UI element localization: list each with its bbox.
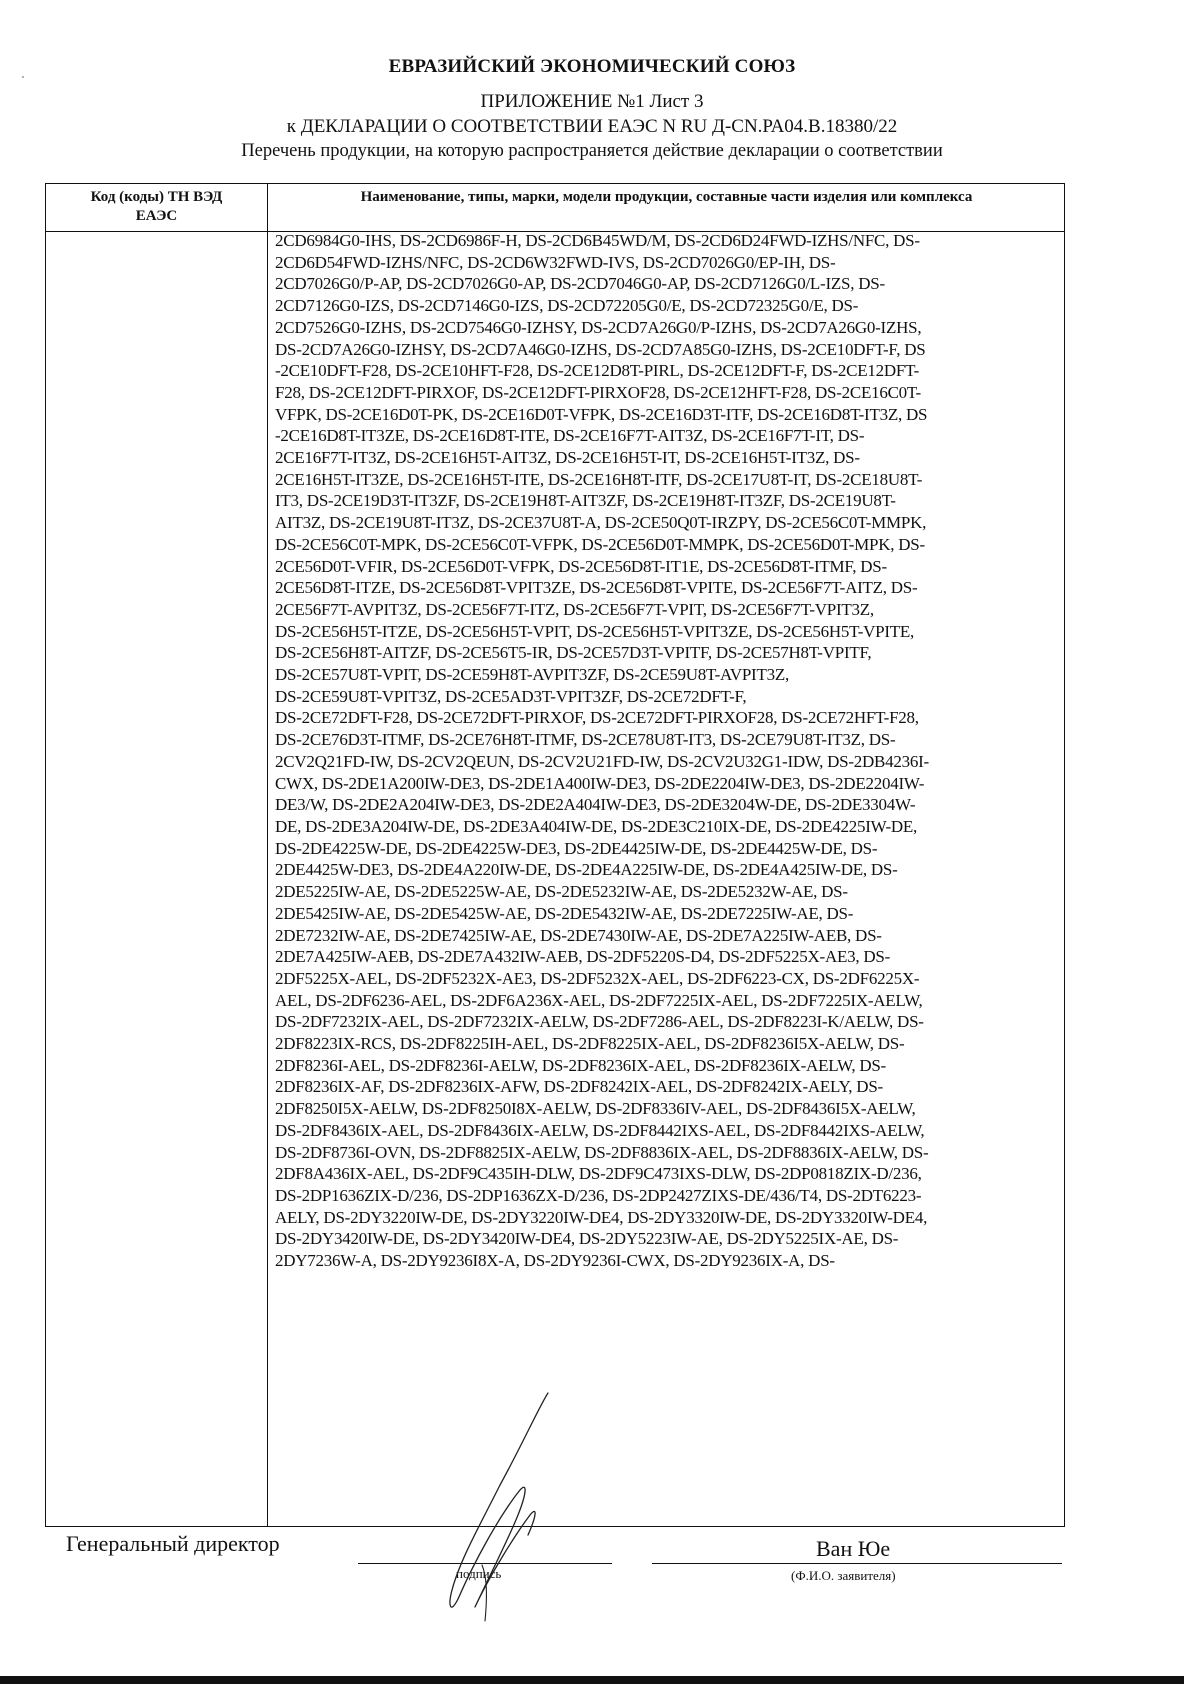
model-list-line: VFPK, DS-2CE16D0T-PK, DS-2CE16D0T-VFPK, DS-2CE16D3T-ITF, DS-2CE16D8T-IT3Z, DS bbox=[275, 404, 928, 424]
model-list-line: 2DF8250I5X-AELW, DS-2DF8250I8X-AELW, DS-2DF8336IV-AEL, DS-2DF8436I5X-AELW, bbox=[275, 1099, 916, 1119]
model-list-line: 2DF8236I-AEL, DS-2DF8236I-AELW, DS-2DF8236IX-AEL, DS-2DF8236IX-AELW, DS- bbox=[275, 1055, 886, 1075]
model-list-line: 2CD6984G0-IHS, DS-2CD6986F-H, DS-2CD6B45WD/M, DS-2CD6D24FWD-IZHS/NFC, DS- bbox=[275, 231, 920, 250]
product-table bbox=[45, 183, 1065, 1527]
model-list-line: 2DF5225X-AEL, DS-2DF5232X-AE3, DS-2DF5232X-AEL, DS-2DF6223-CX, DS-2DF6225X- bbox=[275, 968, 920, 988]
model-list bbox=[275, 230, 1065, 1272]
model-list-line: 2CD7026G0/P-AP, DS-2CD7026G0-AP, DS-2CD7046G0-AP, DS-2CD7126G0/L-IZS, DS- bbox=[275, 274, 885, 294]
model-list-line: DS-2DF8736I-OVN, DS-2DF8825IX-AELW, DS-2DF8836IX-AEL, DS-2DF8836IX-AELW, DS- bbox=[275, 1142, 929, 1162]
model-list-line: DS-2DE4225W-DE, DS-2DE4225W-DE3, DS-2DE4425IW-DE, DS-2DE4425W-DE, DS- bbox=[275, 838, 878, 858]
handwritten-signature bbox=[430, 1385, 630, 1625]
model-list-line: DS-2CE57U8T-VPIT, DS-2CE59H8T-AVPIT3ZF, DS-2CE59U8T-AVPIT3Z, bbox=[275, 665, 789, 685]
model-list-line: 2DE5225IW-AE, DS-2DE5225W-AE, DS-2DE5232IW-AE, DS-2DE5232W-AE, DS- bbox=[275, 882, 848, 902]
model-list-line: 2CV2Q21FD-IW, DS-2CV2QEUN, DS-2CV2U21FD-IW, DS-2CV2U32G1-IDW, DS-2DB4236I- bbox=[275, 751, 929, 771]
model-list-line: 2CE16H5T-IT3ZE, DS-2CE16H5T-ITE, DS-2CE16H8T-ITF, DS-2CE17U8T-IT, DS-2CE18U8T- bbox=[275, 469, 923, 489]
model-list-line: DS-2CD7A26G0-IZHSY, DS-2CD7A46G0-IZHS, DS-2CD7A85G0-IZHS, DS-2CE10DFT-F, DS bbox=[275, 339, 926, 359]
model-list-line: 2DE4425W-DE3, DS-2DE4A220IW-DE, DS-2DE4A225IW-DE, DS-2DE4A425IW-DE, DS- bbox=[275, 860, 898, 880]
model-list-line: DS-2CE76D3T-ITMF, DS-2CE76H8T-ITMF, DS-2CE78U8T-IT3, DS-2CE79U8T-IT3Z, DS- bbox=[275, 730, 896, 750]
hs-code-column-header bbox=[46, 188, 267, 226]
model-list-line: 2CD7526G0-IZHS, DS-2CD7546G0-IZHSY, DS-2CD7A26G0/P-IZHS, DS-2CD7A26G0-IZHS, bbox=[275, 317, 922, 337]
signer-role: Генеральный директор bbox=[66, 1531, 280, 1556]
model-list-line: -2CE10DFT-F28, DS-2CE10HFT-F28, DS-2CE12D8T-PIRL, DS-2CE12DFT-F, DS-2CE12DFT- bbox=[275, 361, 920, 381]
model-list-line: F28, DS-2CE12DFT-PIRXOF, DS-2CE12DFT-PIRXOF28, DS-2CE12HFT-F28, DS-2CE16C0T- bbox=[275, 382, 921, 402]
name-caption: (Ф.И.О. заявителя) bbox=[791, 1568, 896, 1583]
model-list-line: 2CE56D0T-VFIR, DS-2CE56D0T-VFPK, DS-2CE56D8T-IT1E, DS-2CE56D8T-ITMF, DS- bbox=[275, 556, 887, 576]
model-list-line: 2CE16F7T-IT3Z, DS-2CE16H5T-AIT3Z, DS-2CE16H5T-IT, DS-2CE16H5T-IT3Z, DS- bbox=[275, 448, 860, 468]
model-list-line: 2DF8223IX-RCS, DS-2DF8225IH-AEL, DS-2DF8225IX-AEL, DS-2DF8236I5X-AELW, DS- bbox=[275, 1034, 905, 1054]
model-list-line: 2CD6D54FWD-IZHS/NFC, DS-2CD6W32FWD-IVS, DS-2CD7026G0/EP-IH, DS- bbox=[275, 252, 836, 272]
model-list-line: 2DE7A425IW-AEB, DS-2DE7A432IW-AEB, DS-2DF5220S-D4, DS-2DF5225X-AE3, DS- bbox=[275, 947, 891, 967]
signer-name: Ван Юе bbox=[816, 1536, 891, 1561]
model-list-line: DS-2DF7232IX-AEL, DS-2DF7232IX-AELW, DS-2DF7286-AEL, DS-2DF8223I-K/AELW, DS- bbox=[275, 1012, 924, 1032]
declaration-reference: к ДЕКЛАРАЦИИ О СООТВЕТСТВИИ ЕАЭС N RU Д-CN.РА04.В.18380/22 bbox=[286, 116, 898, 137]
name-line bbox=[652, 1563, 1062, 1564]
model-list-line: AELY, DS-2DY3220IW-DE, DS-2DY3220IW-DE4, DS-2DY3320IW-DE, DS-2DY3320IW-DE4, bbox=[275, 1207, 928, 1227]
hs-code-header-line1: Код (коды) ТН ВЭД bbox=[90, 189, 223, 205]
model-list-line: DS-2CE56H5T-ITZE, DS-2CE56H5T-VPIT, DS-2CE56H5T-VPIT3ZE, DS-2CE56H5T-VPITE, bbox=[275, 621, 915, 641]
model-list-line: AEL, DS-2DF6236-AEL, DS-2DF6A236X-AEL, DS-2DF7225IX-AEL, DS-2DF7225IX-AELW, bbox=[275, 990, 923, 1010]
hs-code-header-line2: ЕАЭС bbox=[135, 208, 178, 224]
appendix-title: ПРИЛОЖЕНИЕ №1 Лист 3 bbox=[480, 91, 704, 112]
scan-bottom-edge bbox=[0, 1676, 1184, 1684]
model-list-line: AIT3Z, DS-2CE19U8T-IT3Z, DS-2CE37U8T-A, DS-2CE50Q0T-IRZPY, DS-2CE56C0T-MMPK, bbox=[275, 513, 927, 533]
model-list-line: DS-2CE59U8T-VPIT3Z, DS-2CE5AD3T-VPIT3ZF, DS-2CE72DFT-F, bbox=[275, 686, 747, 706]
model-list-line: 2CE56F7T-AVPIT3Z, DS-2CE56F7T-ITZ, DS-2CE56F7T-VPIT, DS-2CE56F7T-VPIT3Z, bbox=[275, 599, 874, 619]
model-list-line: DS-2CE72DFT-F28, DS-2CE72DFT-PIRXOF, DS-2CE72DFT-PIRXOF28, DS-2CE72HFT-F28, bbox=[275, 708, 919, 728]
model-list-line: DS-2DF8436IX-AEL, DS-2DF8436IX-AELW, DS-2DF8442IXS-AEL, DS-2DF8442IXS-AELW, bbox=[275, 1120, 925, 1140]
model-list-line: DE3/W, DS-2DE2A204IW-DE3, DS-2DE2A404IW-DE3, DS-2DE3204W-DE, DS-2DE3304W- bbox=[275, 795, 916, 815]
signature-caption: подпись bbox=[456, 1566, 502, 1581]
column-divider bbox=[267, 184, 268, 1526]
model-list-line: 2CD7126G0-IZS, DS-2CD7146G0-IZS, DS-2CD72205G0/E, DS-2CD72325G0/E, DS- bbox=[275, 296, 859, 316]
model-list-line: DS-2DY3420IW-DE, DS-2DY3420IW-DE4, DS-2DY5223IW-AE, DS-2DY5225IX-AE, DS- bbox=[275, 1229, 899, 1249]
product-list-title: Перечень продукции, на которую распространяется действие декларации о соответствии bbox=[241, 141, 943, 161]
model-list-line: DS-2CE56C0T-MPK, DS-2CE56C0T-VFPK, DS-2CE56D0T-MMPK, DS-2CE56D0T-MPK, DS- bbox=[275, 534, 925, 554]
union-title: ЕВРАЗИЙСКИЙ ЭКОНОМИЧЕСКИЙ СОЮЗ bbox=[388, 56, 796, 77]
model-list-line: DE, DS-2DE3A204IW-DE, DS-2DE3A404IW-DE, DS-2DE3C210IX-DE, DS-2DE4225IW-DE, bbox=[275, 816, 918, 836]
model-list-line: DS-2DP1636ZIX-D/236, DS-2DP1636ZX-D/236, DS-2DP2427ZIXS-DE/436/T4, DS-2DT6223- bbox=[275, 1185, 922, 1205]
model-list-line: 2DF8236IX-AF, DS-2DF8236IX-AFW, DS-2DF8242IX-AEL, DS-2DF8242IX-AELY, DS- bbox=[275, 1077, 883, 1097]
model-list-line: 2DE5425IW-AE, DS-2DE5425W-AE, DS-2DE5432IW-AE, DS-2DE7225IW-AE, DS- bbox=[275, 903, 854, 923]
model-list-line: 2DE7232IW-AE, DS-2DE7425IW-AE, DS-2DE7430IW-AE, DS-2DE7A225IW-AEB, DS- bbox=[275, 925, 882, 945]
product-name-column-header: Наименование, типы, марки, модели продукции, составные части изделия или комплекса bbox=[360, 189, 973, 205]
model-list-line: IT3, DS-2CE19D3T-IT3ZF, DS-2CE19H8T-AIT3ZF, DS-2CE19H8T-IT3ZF, DS-2CE19U8T- bbox=[275, 491, 896, 511]
model-list-line: DS-2CE56H8T-AITZF, DS-2CE56T5-IR, DS-2CE57D3T-VPITF, DS-2CE57H8T-VPITF, bbox=[275, 643, 872, 663]
model-list-line: 2CE56D8T-ITZE, DS-2CE56D8T-VPIT3ZE, DS-2CE56D8T-VPITE, DS-2CE56F7T-AITZ, DS- bbox=[275, 578, 918, 598]
model-list-line: 2DY7236W-A, DS-2DY9236I8X-A, DS-2DY9236I-CWX, DS-2DY9236IX-A, DS- bbox=[275, 1251, 835, 1271]
model-list-line: CWX, DS-2DE1A200IW-DE3, DS-2DE1A400IW-DE3, DS-2DE2204IW-DE3, DS-2DE2204IW- bbox=[275, 773, 925, 793]
model-list-line: 2DF8A436IX-AEL, DS-2DF9C435IH-DLW, DS-2DF9C473IXS-DLW, DS-2DP0818ZIX-D/236, bbox=[275, 1164, 922, 1184]
model-list-line: -2CE16D8T-IT3ZE, DS-2CE16D8T-ITE, DS-2CE16F7T-AIT3Z, DS-2CE16F7T-IT, DS- bbox=[275, 426, 865, 446]
